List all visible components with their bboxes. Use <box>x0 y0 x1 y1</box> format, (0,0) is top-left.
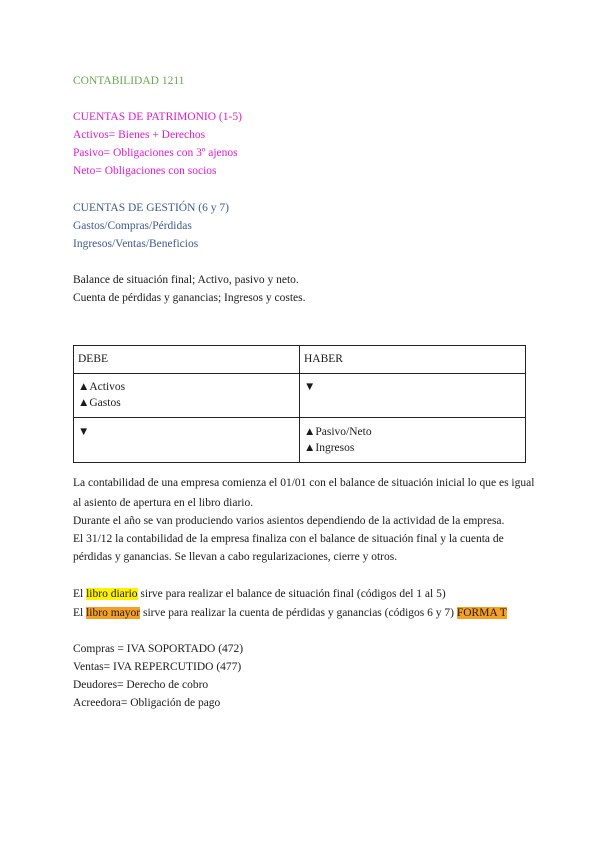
debe-haber-table <box>73 345 526 463</box>
patrimonio-line-neto: Neto= Obligaciones con socios <box>73 165 217 177</box>
patrimonio-line-pasivo: Pasivo= Obligaciones con 3º ajenos <box>73 147 238 159</box>
paragraph-line-1: La contabilidad de una empresa comienza el 01/01 con el balance de situación inicial lo que es igual <box>73 477 535 489</box>
table-row <box>74 374 526 418</box>
patrimonio-heading: CUENTAS DE PATRIMONIO (1-5) <box>73 111 242 123</box>
haber-cell-aumentos <box>300 418 526 463</box>
def-compras: Compras = IVA SOPORTADO (472) <box>73 643 244 655</box>
haber-cell-disminuciones <box>300 374 526 418</box>
paragraph-line-5: pérdidas y ganancias. Se llevan a cabo regularizaciones, cierre y otros. <box>73 551 398 563</box>
libro-diario-line: El libro diario sirve para realizar el balance de situación final (códigos del 1 al 5) <box>73 588 446 600</box>
gestion-line-ingresos: Ingresos/Ventas/Beneficios <box>73 238 199 250</box>
debe-down-arrow: ▼ <box>78 426 90 438</box>
table-row <box>74 418 526 463</box>
debe-gastos: ▲Gastos <box>78 397 121 409</box>
debe-activos: ▲Activos <box>78 381 126 393</box>
libro-diario-highlight: libro diario <box>86 588 138 600</box>
haber-header: HABER <box>300 346 526 374</box>
debe-cell-disminuciones <box>74 418 300 463</box>
paragraph-line-4: El 31/12 la contabilidad de la empresa finaliza con el balance de situación final y la cuenta de <box>73 533 504 545</box>
document-title: CONTABILIDAD 1211 <box>73 75 185 87</box>
haber-down-arrow: ▼ <box>304 381 316 393</box>
def-deudores: Deudores= Derecho de cobro <box>73 679 209 691</box>
gestion-line-gastos: Gastos/Compras/Pérdidas <box>73 220 192 232</box>
paragraph-line-2: al asiento de apertura en el libro diario. <box>73 497 254 509</box>
haber-ingresos: ▲Ingresos <box>304 442 355 454</box>
libro-mayor-highlight: libro mayor <box>86 607 141 619</box>
balance-line-1: Balance de situación final; Activo, pasivo y neto. <box>73 274 299 286</box>
haber-pasivo-neto: ▲Pasivo/Neto <box>304 426 372 438</box>
def-acreedora: Acreedora= Obligación de pago <box>73 697 221 709</box>
forma-t-highlight: FORMA T <box>456 607 507 619</box>
gestion-heading: CUENTAS DE GESTIÓN (6 y 7) <box>73 202 229 214</box>
paragraph-line-3: Durante el año se van produciendo varios asientos dependiendo de la actividad de la empresa. <box>73 515 505 527</box>
debe-header: DEBE <box>74 346 300 374</box>
debe-cell-aumentos <box>74 374 300 418</box>
patrimonio-line-activos: Activos= Bienes + Derechos <box>73 129 206 141</box>
libro-mayor-line: El libro mayor sirve para realizar la cuenta de pérdidas y ganancias (códigos 6 y 7) FORMA T <box>73 607 507 619</box>
balance-line-2: Cuenta de pérdidas y ganancias; Ingresos y costes. <box>73 292 306 304</box>
def-ventas: Ventas= IVA REPERCUTIDO (477) <box>73 661 242 673</box>
table-header-row <box>74 346 526 374</box>
